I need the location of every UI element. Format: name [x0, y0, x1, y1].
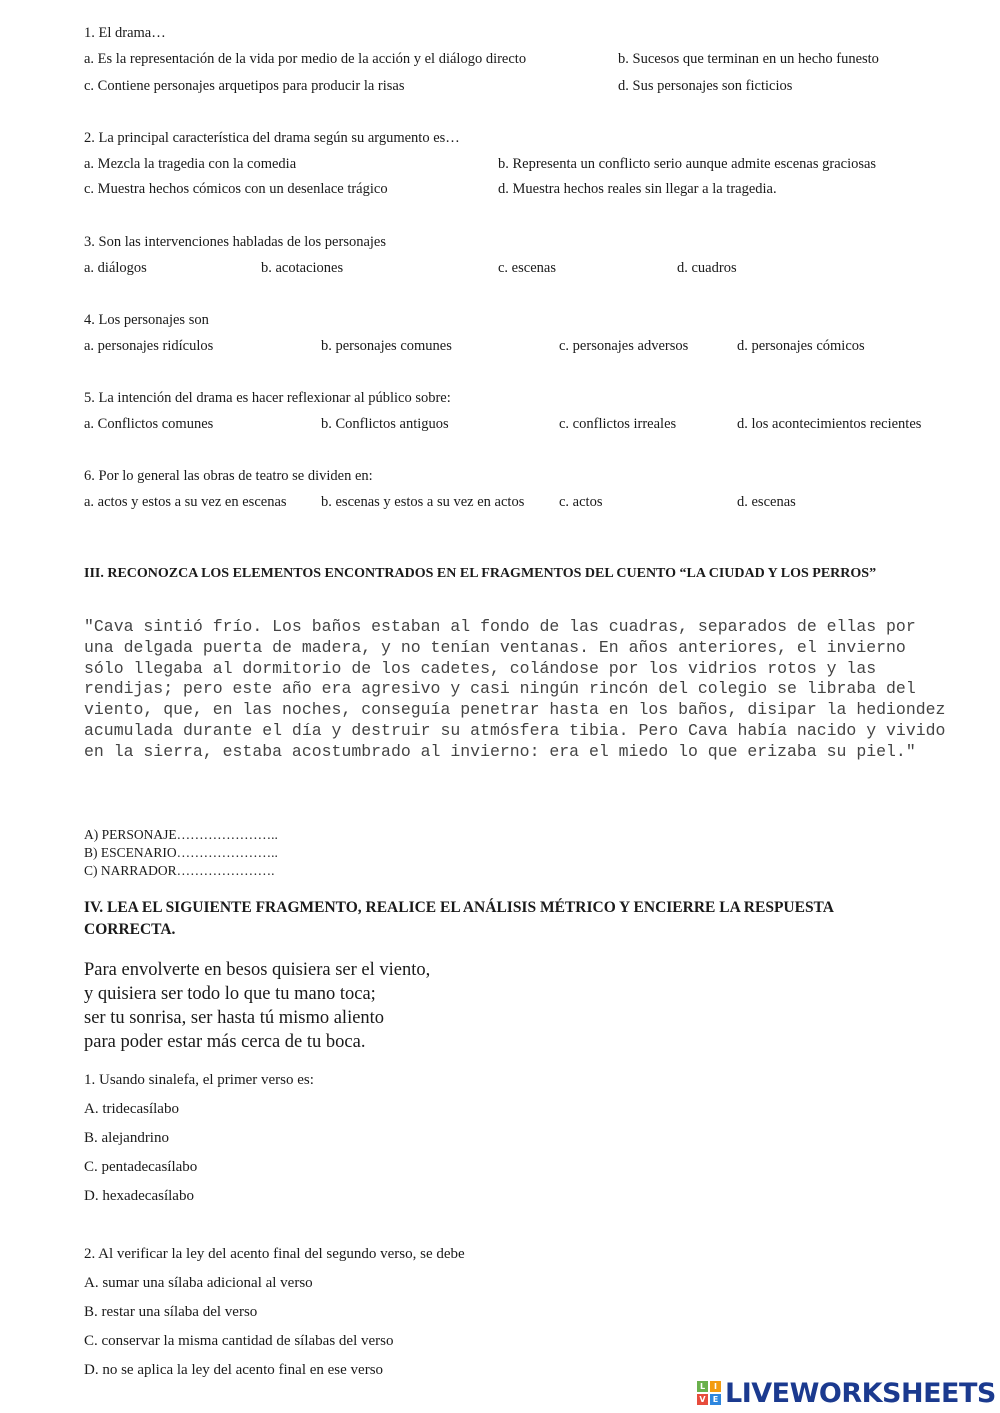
metric-question-1-option-b[interactable]: B. alejandrino	[84, 1130, 169, 1146]
question-6-option-d[interactable]: d. escenas	[737, 494, 796, 510]
question-1-stem: 1. El drama…	[84, 25, 166, 41]
logo-tile-l: L	[697, 1381, 708, 1392]
answer-field-narrador[interactable]: C) NARRADOR………………….	[84, 863, 275, 878]
verse-1: Para envolverte en besos quisiera ser el viento,	[84, 960, 431, 980]
liveworksheets-logo-icon	[697, 1381, 721, 1405]
section-3-heading: III. RECONOZCA LOS ELEMENTOS ENCONTRADOS EN EL FRAGMENTOS DEL CUENTO “LA CIUDAD Y LOS PERROS”	[84, 566, 877, 581]
question-1-option-d[interactable]: d. Sus personajes son ficticios	[618, 78, 793, 94]
question-1-option-a[interactable]: a. Es la representación de la vida por medio de la acción y el diálogo directo	[84, 51, 527, 67]
section-4-heading: IV. LEA EL SIGUIENTE FRAGMENTO, REALICE EL ANÁLISIS MÉTRICO Y ENCIERRE LA RESPUESTA CORRECTA.	[84, 899, 834, 938]
question-1-option-c[interactable]: c. Contiene personajes arquetipos para producir la risas	[84, 78, 405, 94]
verse-2: y quisiera ser todo lo que tu mano toca;	[84, 984, 376, 1004]
question-5-stem: 5. La intención del drama es hacer reflexionar al público sobre:	[84, 390, 451, 406]
question-6-option-a[interactable]: a. actos y estos a su vez en escenas	[84, 494, 287, 510]
logo-tile-i: I	[710, 1381, 721, 1392]
question-6-option-c[interactable]: c. actos	[559, 494, 603, 510]
logo-wordmark: LIVEWORKSHEETS	[725, 1377, 996, 1409]
question-3-stem: 3. Son las intervenciones habladas de los personajes	[84, 234, 387, 250]
metric-question-1-option-d[interactable]: D. hexadecasílabo	[84, 1188, 194, 1204]
question-5-option-c[interactable]: c. conflictos irreales	[559, 416, 677, 432]
question-2-stem: 2. La principal característica del drama según su argumento es…	[84, 130, 460, 146]
question-6-stem: 6. Por lo general las obras de teatro se dividen en:	[84, 468, 373, 484]
question-4-option-a[interactable]: a. personajes ridículos	[84, 338, 214, 354]
question-2-option-d[interactable]: d. Muestra hechos reales sin llegar a la tragedia.	[498, 181, 777, 197]
question-4-option-c[interactable]: c. personajes adversos	[559, 338, 689, 354]
verse-4: para poder estar más cerca de tu boca.	[84, 1032, 366, 1052]
question-2-option-c[interactable]: c. Muestra hechos cómicos con un desenlace trágico	[84, 181, 388, 197]
question-5-option-d[interactable]: d. los acontecimientos recientes	[737, 416, 922, 432]
metric-question-2-option-d[interactable]: D. no se aplica la ley del acento final en ese verso	[84, 1362, 384, 1378]
answer-field-personaje[interactable]: A) PERSONAJE…………………..	[84, 827, 278, 842]
metric-question-2-option-a[interactable]: A. sumar una sílaba adicional al verso	[84, 1275, 313, 1291]
question-4-option-b[interactable]: b. personajes comunes	[321, 338, 452, 354]
question-2-option-b[interactable]: b. Representa un conflicto serio aunque admite escenas graciosas	[498, 156, 877, 172]
question-3-option-c[interactable]: c. escenas	[498, 260, 556, 276]
question-5-option-b[interactable]: b. Conflictos antiguos	[321, 416, 449, 432]
story-fragment-quote: "Cava sintió frío. Los baños estaban al fondo de las cuadras, separados de ellas por una delgada puerta de madera, y no tenían ventanas. En años anteriores, el invierno sólo llegaba al dormitorio de los cadetes, colándose por los vidrios rotos y las rendijas; pero este año era agresivo y casi ningún rincón del colegio se libraba del viento, que, en las noches, conseguía penetrar hasta en los baños, disipar la hediondez acumulada durante el día y destruir su atmósfera tibia. Pero Cava había nacido y vivido en la sierra, estaba acostumbrado al invierno: era el miedo lo que erizaba su piel."	[84, 617, 946, 761]
question-1-option-b[interactable]: b. Sucesos que terminan en un hecho funesto	[618, 51, 879, 67]
question-3-option-b[interactable]: b. acotaciones	[261, 260, 344, 276]
verse-3: ser tu sonrisa, ser hasta tú mismo aliento	[84, 1008, 385, 1028]
question-5-option-a[interactable]: a. Conflictos comunes	[84, 416, 214, 432]
liveworksheets-logo[interactable]	[697, 1378, 996, 1408]
metric-question-1-option-c[interactable]: C. pentadecasílabo	[84, 1159, 198, 1175]
question-2-option-a[interactable]: a. Mezcla la tragedia con la comedia	[84, 156, 297, 172]
metric-question-2-option-b[interactable]: B. restar una sílaba del verso	[84, 1304, 258, 1320]
question-3-option-a[interactable]: a. diálogos	[84, 260, 147, 276]
question-4-stem: 4. Los personajes son	[84, 312, 209, 328]
logo-tile-v: V	[697, 1394, 708, 1405]
metric-question-1-option-a[interactable]: A. tridecasílabo	[84, 1101, 179, 1117]
metric-question-2-option-c[interactable]: C. conservar la misma cantidad de sílabas del verso	[84, 1333, 394, 1349]
question-3-option-d[interactable]: d. cuadros	[677, 260, 737, 276]
answer-field-escenario[interactable]: B) ESCENARIO…………………..	[84, 845, 278, 860]
logo-tile-e: E	[710, 1394, 721, 1405]
metric-question-2-stem: 2. Al verificar la ley del acento final del segundo verso, se debe	[84, 1246, 465, 1262]
metric-question-1-stem: 1. Usando sinalefa, el primer verso es:	[84, 1072, 314, 1088]
question-4-option-d[interactable]: d. personajes cómicos	[737, 338, 865, 354]
question-6-option-b[interactable]: b. escenas y estos a su vez en actos	[321, 494, 525, 510]
